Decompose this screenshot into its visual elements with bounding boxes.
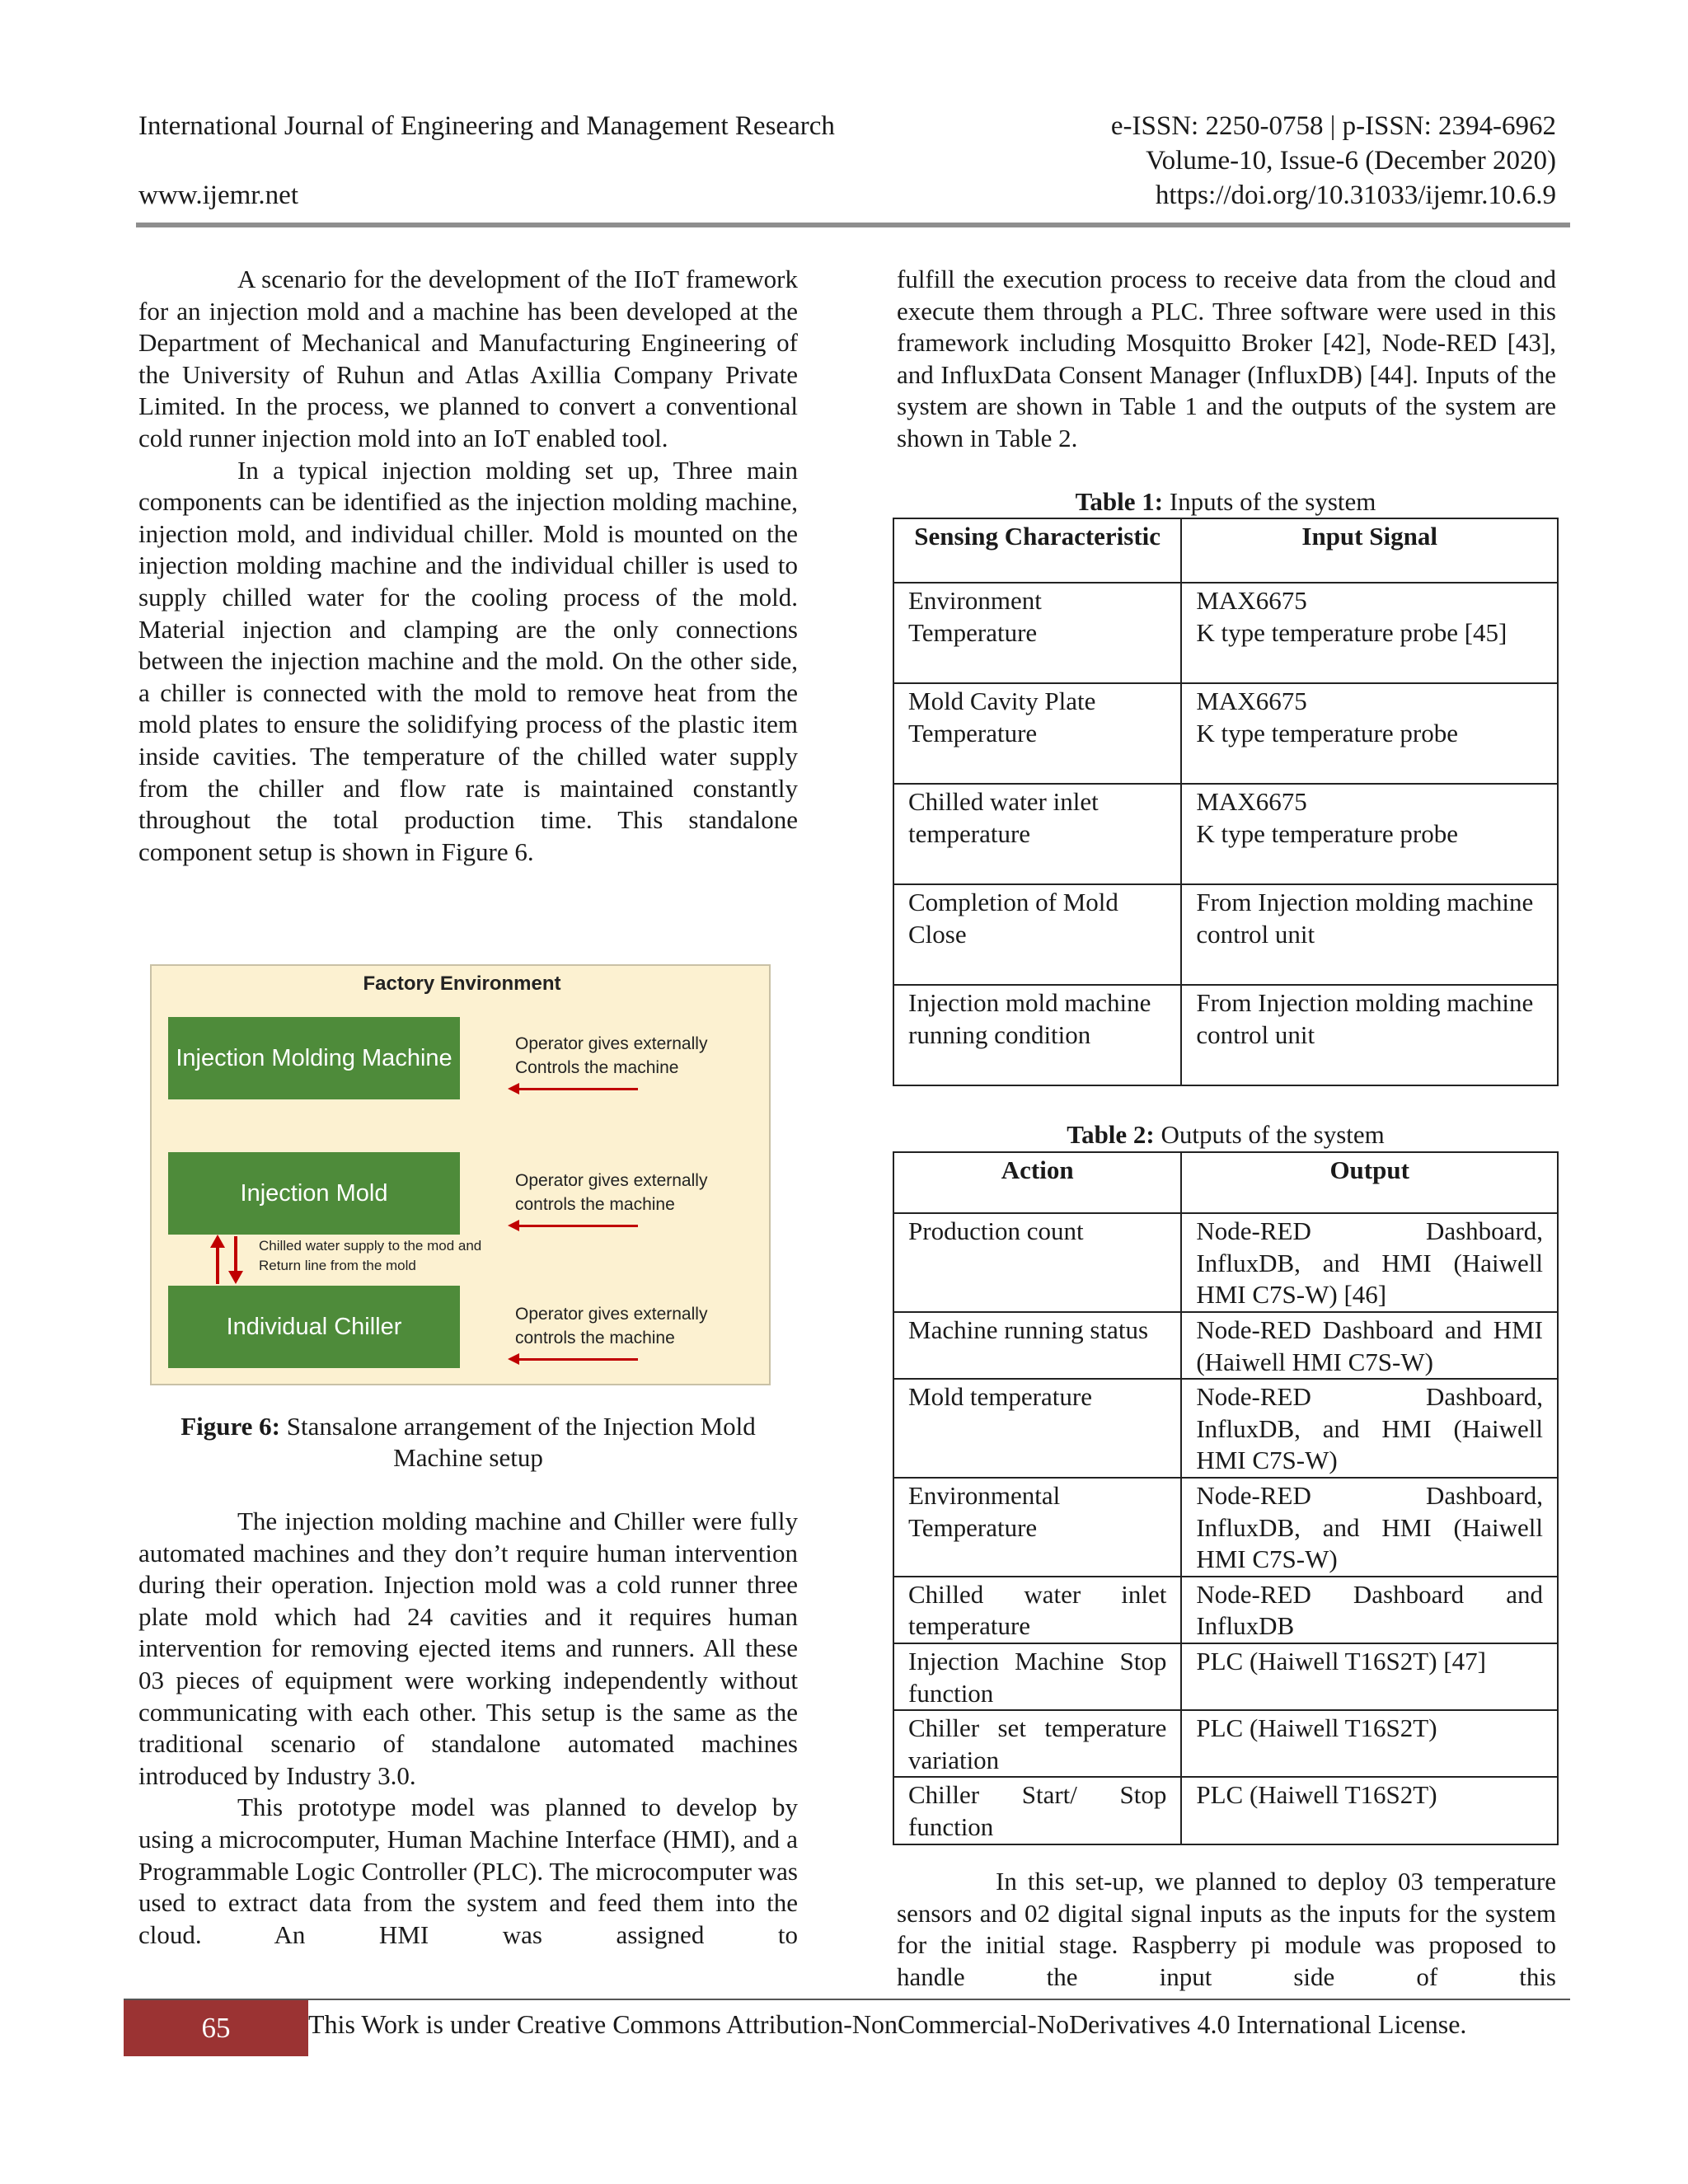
figure-caption-text: Stansalone arrangement of the Injection Mold [286,1412,756,1441]
right-column-bottom [897,1866,1556,1993]
left-column-bottom [138,1506,798,1951]
table-cell: Node-RED Dashboard, InfluxDB, and HMI (Haiwell HMI C7S-W) [1181,1478,1558,1577]
table-cell: Production count [893,1213,1181,1312]
table-cell: From Injection molding machine control unit [1181,985,1558,1085]
table-row [893,1213,1558,1312]
footer-rule [124,1999,1570,2000]
figure-caption-line2: Machine setup [393,1443,543,1472]
table-cell [1181,683,1558,784]
table-row [893,1777,1558,1844]
operator-note-line: controls the machine [515,1329,675,1347]
table-1-caption [893,486,1559,518]
issn-line: e-ISSN: 2250-0758 | p-ISSN: 2394-6962 [1110,111,1556,141]
table-cell: Node-RED Dashboard, InfluxDB, and HMI (Haiwell HMI C7S-W) [46] [1181,1213,1558,1312]
header-rule [136,223,1570,227]
operator-note-1 [515,1032,707,1080]
chilled-water-note [259,1236,481,1276]
table-row [893,683,1558,784]
table-row [893,1577,1558,1643]
paragraph: In this set-up, we planned to deploy 03 temperature sensors and 02 digital signal inputs as the inputs for the system for the initial stage. Raspberry pi module was proposed to handle the input side of this [897,1867,1556,1991]
operator-note-line: Operator gives externally [515,1171,708,1190]
left-column-top [138,264,798,868]
page-number: 65 [124,2000,308,2056]
table-row [893,583,1558,683]
operator-note-line: Controls the machine [515,1058,679,1077]
operator-note-line: Operator gives externally [515,1305,708,1324]
paragraph: In a typical injection molding set up, Three main components can be identified as the injection molding machine, injection mold, and individual chiller. Mold is mounted on the injection molding machine and the individual chiller is used to supply chilled water for the cooling process of the mold. Material injection and clamping are the only connections between the injection machine and the mold. On the other side, a chiller is connected with the mold to remove heat from the mold plates to ensure the solidifying process of the plastic item inside cavities. The temperature of the chilled water supply from the chiller and flow rate is maintained constantly throughout the total production time. This standalone component setup is shown in Figure 6. [138,455,798,866]
table-cell: Environment Temperature [893,583,1181,683]
operator-note-line: controls the machine [515,1195,675,1214]
website-link[interactable]: www.ijemr.net [138,180,298,210]
chilled-water-line: Chilled water supply to the mod and [259,1238,482,1254]
arrow-left-icon [516,1225,638,1227]
individual-chiller-box: Individual Chiller [168,1286,460,1368]
figure-title: Factory Environment [363,972,561,995]
table-2-caption [893,1119,1559,1151]
table-1-inputs [893,518,1559,1086]
operator-note-line: Operator gives externally [515,1034,708,1053]
bidirectional-arrow-icon [204,1235,254,1286]
table-cell: Injection mold machine running condition [893,985,1181,1085]
table-cell: PLC (Haiwell T16S2T) [1181,1710,1558,1777]
chilled-water-line: Return line from the mold [259,1258,416,1273]
table-caption-text: Inputs of the system [1169,487,1376,516]
table-cell: Mold temperature [893,1379,1181,1478]
table-2-outputs [893,1151,1559,1845]
table-row [893,1478,1558,1577]
table-row [893,985,1558,1085]
operator-note-2 [515,1169,707,1216]
operator-note-3 [515,1302,707,1350]
table-cell: PLC (Haiwell T16S2T) [47] [1181,1643,1558,1710]
cell-line: MAX6675 [1196,687,1307,715]
doi-link[interactable]: https://doi.org/10.31033/ijemr.10.6.9 [1155,180,1556,210]
paragraph: The injection molding machine and Chiller were fully automated machines and they don’t require human intervention during their operation. Injection mold was a cold runner three plate mold which had 24 cavities and it requires human intervention for removing ejected items and runners. All these 03 pieces of equipment were working independently without communicating with each other. This setup is the same as the traditional scenario of standalone automated machines introduced by Industry 3.0. [138,1507,798,1790]
cell-line: K type temperature probe [1196,818,1458,848]
table-header-cell: Sensing Characteristic [893,518,1181,583]
license-text: This Work is under Creative Commons Attribution-NonCommercial-NoDerivatives 4.0 International License. [308,2009,1467,2039]
right-column-top [897,264,1556,455]
table-header-cell: Output [1181,1152,1558,1213]
paragraph: This prototype model was planned to develop by using a microcomputer, Human Machine Interface (HMI), and a Programmable Logic Controller (PLC). The microcomputer was used to extract data from the system and feed them into the cloud. An HMI was assigned to [138,1793,798,1949]
table-cell: Chiller Start/ Stop function [893,1777,1181,1844]
injection-mold-box: Injection Mold [168,1152,460,1235]
paragraph: fulfill the execution process to receive data from the cloud and execute them through a PLC. Three software were used in this framework including Mosquitto Broker [42], Node-RED [43], and InfluxData Consent Manager (InfluxDB) [44]. Inputs of the system are shown in Table 1 and the outputs of the system are shown in Table 2. [897,265,1556,452]
table-caption-label: Table 1: [1075,487,1164,516]
table-cell: Mold Cavity Plate Temperature [893,683,1181,784]
table-cell: Node-RED Dashboard and HMI (Haiwell HMI C7S-W) [1181,1312,1558,1379]
table-header-cell: Input Signal [1181,518,1558,583]
injection-molding-machine-box: Injection Molding Machine [168,1017,460,1099]
cell-line: MAX6675 [1196,787,1307,816]
cell-line: K type temperature probe [1196,718,1458,748]
table-cell [1181,583,1558,683]
table-cell: Chilled water inlet temperature [893,1577,1181,1643]
table-cell: From Injection molding machine control unit [1181,884,1558,985]
table-row [893,1379,1558,1478]
arrow-left-icon [516,1358,638,1361]
table-cell: Node-RED Dashboard, InfluxDB, and HMI (Haiwell HMI C7S-W) [1181,1379,1558,1478]
table-row [893,1710,1558,1777]
table-row [893,1312,1558,1379]
table-cell: Machine running status [893,1312,1181,1379]
table-cell [1181,784,1558,884]
table-row [893,1643,1558,1710]
cell-line: MAX6675 [1196,586,1307,615]
cell-line: K type temperature probe [45] [1196,617,1507,647]
table-cell: Chiller set temperature variation [893,1710,1181,1777]
arrow-left-icon [516,1088,638,1090]
table-header-row [893,1152,1558,1213]
journal-title: International Journal of Engineering and Management Research [138,111,835,141]
paragraph: A scenario for the development of the IIoT framework for an injection mold and a machine has been developed at the Department of Mechanical and Manufacturing Engineering of the University of Ruhun and Atlas Axillia Company Private Limited. In the process, we planned to convert a conventional cold runner injection mold into an IoT enabled tool. [138,265,798,452]
volume-line: Volume-10, Issue-6 (December 2020) [1146,146,1556,176]
figure-6-diagram [150,964,771,1385]
table-cell: Node-RED Dashboard and InfluxDB [1181,1577,1558,1643]
table-cell: PLC (Haiwell T16S2T) [1181,1777,1558,1844]
table-cell: Chilled water inlet temperature [893,784,1181,884]
table-row [893,884,1558,985]
table-cell: Environmental Temperature [893,1478,1181,1577]
figure-caption-label: Figure 6: [181,1412,281,1441]
table-caption-text: Outputs of the system [1160,1120,1385,1149]
figure-6-caption [138,1411,798,1474]
table-header-cell: Action [893,1152,1181,1213]
table-caption-label: Table 2: [1067,1120,1155,1149]
table-cell: Injection Machine Stop function [893,1643,1181,1710]
table-row [893,784,1558,884]
table-header-row [893,518,1558,583]
table-cell: Completion of Mold Close [893,884,1181,985]
